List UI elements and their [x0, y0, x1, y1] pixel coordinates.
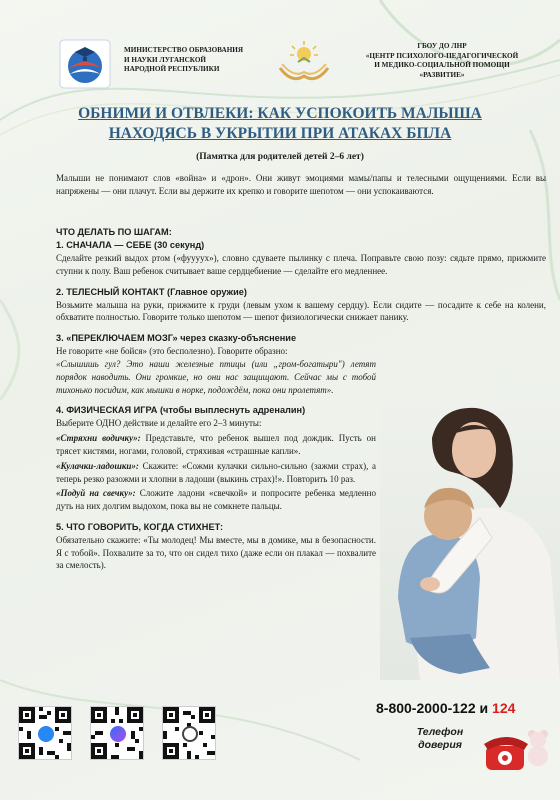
step4-item-text: Представьте, что ребенок вышел под дождик. Пусть он трясет кистями, ногами, головой, стряхивая «страшные капли». — [56, 433, 376, 456]
step4-item-text: Сложите ладони «свечкой» и попросите ребенка медленно дуть на них долгим выдохом, пока вы не сомкнете пальцы. — [56, 488, 376, 512]
steps-heading: ЧТО ДЕЛАТЬ ПО ШАГАМ: — [56, 227, 172, 237]
step5-heading: 5. ЧТО ГОВОРИТЬ, КОГДА СТИХНЕТ: — [56, 521, 224, 532]
helpline-number[interactable] — [376, 700, 515, 716]
helpline-number-main: 8-800-2000-122 — [376, 700, 476, 716]
qr-code-max[interactable] — [90, 706, 144, 760]
helpline-number-joiner: и — [475, 700, 493, 716]
step3-heading: 3. «ПЕРЕКЛЮЧАЕМ МОЗГ» через сказку-объяснение — [56, 333, 297, 344]
step1-text: Сделайте резкий выдох ртом («фуууух»), словно сдуваете пылинку с плеча. Поправьте свою позу: сядьте прямо, прижмите ступни к полу. Ваш ребенок считывает ваше сердцебиение — сделайте его медленнее. — [56, 253, 546, 276]
qr-code-site[interactable] — [162, 706, 216, 760]
step5-text: Обязательно скажите: «Ты молодец! Мы вместе, мы в домике, мы в безопасности. Я с тобой». Похвалите за то, что он сидел тихо (даже если он плакал — похвалите за смелость). — [56, 534, 376, 571]
header — [0, 30, 560, 100]
center-name-line: И МЕДИКО-СОЦИАЛЬНОЙ ПОМОЩИ — [374, 61, 510, 70]
step2-text: Возьмите малыша на руки, прижмите к груди (левым ухом к вашему сердцу). Если сидите — посадите к себе на колени, обхватите полностью. Говорите только шепотом — шепот физиологически снижает панику. — [56, 299, 546, 323]
step4-item — [56, 460, 376, 486]
center-logo-icon — [272, 38, 336, 88]
page-subtitle: (Памятка для родителей детей 2–6 лет) — [196, 152, 364, 162]
globe-icon — [182, 726, 198, 742]
ministry-name — [124, 46, 264, 75]
page-title-line: ОБНИМИ И ОТВЛЕКИ: КАК УСПОКОИТЬ МАЛЫША — [78, 105, 482, 122]
center-name — [352, 42, 532, 81]
helpline-block — [372, 698, 560, 800]
step4-item-name: «Кулачки-ладошки»: — [56, 460, 139, 471]
page-title — [40, 104, 520, 144]
step4-item-name: «Подуй на свечку»: — [56, 488, 136, 499]
step2-heading: 2. ТЕЛЕСНЫЙ КОНТАКТ (Главное оружие) — [56, 286, 247, 297]
ministry-name-line: И НАУКИ ЛУГАНСКОЙ — [124, 55, 207, 64]
helpline-label: Телефон доверия — [416, 726, 464, 752]
ministry-name-line: НАРОДНОЙ РЕСПУБЛИКИ — [124, 65, 220, 74]
step4-item — [56, 432, 376, 458]
qr-code-vk[interactable] — [18, 706, 72, 760]
teddy-bear-icon — [524, 726, 552, 766]
step4-item-name: «Стряхни водичку»: — [56, 433, 141, 444]
center-name-line: «ЦЕНТР ПСИХОЛОГО-ПЕДАГОГИЧЕСКОЙ — [365, 51, 519, 60]
step3-text: Не говорите «не бойся» (это бесполезно). Говорите образно: — [56, 346, 288, 357]
helpline-number-short: 124 — [492, 700, 516, 716]
max-messenger-icon — [110, 726, 126, 742]
ministry-name-line: МИНИСТЕРСТВО ОБРАЗОВАНИЯ — [124, 46, 244, 54]
step4-item — [56, 487, 376, 513]
page-title-line: НАХОДЯСЬ В УКРЫТИИ ПРИ АТАКАХ БПЛА — [108, 125, 452, 143]
ministry-logo-icon — [56, 38, 114, 90]
step4-text: Выберите ОДНО действие и делайте его 2–3 минуты: — [56, 418, 262, 429]
step4-item-text: Скажите: «Сожми кулачки сильно-сильно (зажми страх), а теперь резко разожми и хлопни в ладоши (выкинь страх)!». Повторить 10 раз. — [56, 460, 376, 484]
intro-paragraph: Малыши не понимают слов «война» и «дрон». Они живут эмоциями мамы/папы и телесными ощущениями. Если вы напряжены — они плачут. Если вы держите их крепко и говорите шепотом — они успокаиваются. — [56, 173, 546, 196]
step4-heading: 4. ФИЗИЧЕСКАЯ ИГРА (чтобы выплеснуть адреналин) — [56, 405, 306, 416]
step1-heading: 1. СНАЧАЛА — СЕБЕ (30 секунд) — [56, 240, 205, 251]
center-name-line: ГБОУ ДО ЛНР — [417, 42, 467, 50]
center-name-line: «РАЗВИТИЕ» — [419, 71, 465, 80]
mother-child-photo — [380, 398, 560, 680]
vk-icon — [38, 726, 54, 742]
step3-quote: «Слышишь гул? Это наши железные птицы (или „гром-богатыри") летят порядок наводить. Они громкие, но они нас защищают. Сейчас мы с тобой тихонько посидим, как мышки в норке, подождём, пока они пролетят». — [56, 359, 376, 395]
